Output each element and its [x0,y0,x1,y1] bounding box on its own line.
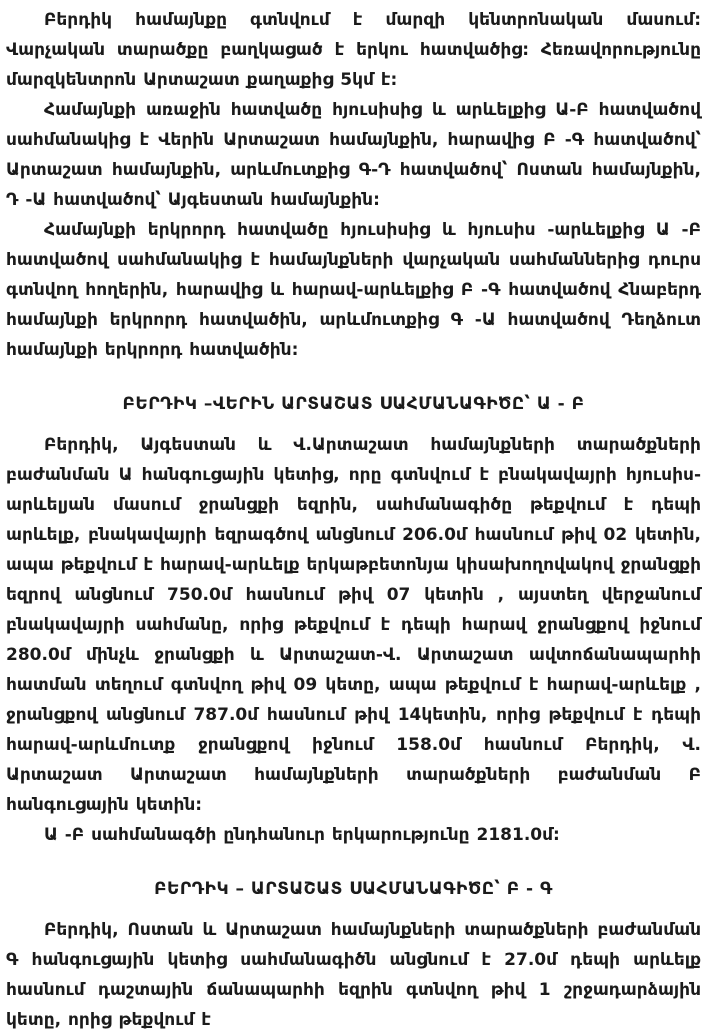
paragraph-ab-boundary-description: Բերդիկ, Այգեստան և Վ.Արտաշատ համայնքների տարածքների բաժանման Ա հանգուցային կետից, որը գտնվում է բնակավայրի հյուսիս-արևելյան մասում ջրանցքի եզրին, սահմանագիծը թեքվում է դեպի արևելք, բնակավայրի եզրագծով անցնում 206.0մ հասնում թիվ 02 կետին, ապա թեքվում է հարավ-արևելք երկաթբետոնյա կիսախողովակով ջրանցքի եզրով անցնում 750.0մ հասնում թիվ 07 կետին , այստեղ վերջանում բնակավայրի սահմանը, որից թեքվում է դեպի հարավ ջրանցքով իջնում 280.0մ մինչև ջրանցքի և Արտաշատ-Վ. Արտաշատ ավտոճանապարհի հատման տեղում գտնվող թիվ 09 կետը, ապա թեքվում է հարավ-արևելք , ջրանցքով անցնում 787.0մ հասնում թիվ 14կետին, որից թեքվում է դեպի հարավ-արևմուտք ջրանցքով իջնում 158.0մ հասնում Բերդիկ, Վ. Արտաշատ Արտաշատ համայնքների տարածքների բաժանման Բ հանգուցային կետին: [6,435,701,815]
heading-berdik-verin-artashat-boundary-ab: ԲԵՐԴԻԿ –ՎԵՐԻՆ ԱՐՏԱՇԱՏ ՍԱՀՄԱՆԱԳԻԾԸ՝ Ա - Բ [122,394,585,414]
heading-berdik-artashat-boundary-bg: ԲԵՐԴԻԿ – ԱՐՏԱՇԱՏ ՍԱՀՄԱՆԱԳԻԾԸ՝ Բ - Գ [154,879,553,899]
paragraph-first-section-borders: Համայնքի առաջին հատվածը հյուսիսից և արևելքից Ա-Բ հատվածով սահմանակից է Վերին Արտաշատ համայնքին, հարավից Բ -Գ հատվածով՝ Արտաշատ համայնքին, արևմուտքից Գ-Դ հատվածով՝ Ոստան համայնքին, Դ -Ա հատվածով՝ Այգեստան համայնքին: [6,100,701,210]
paragraph-second-section-borders: Համայնքի երկրորդ հատվածը հյուսիսից և հյուսիս -արևելքից Ա -Բ հատվածով սահմանակից է համայնքների վարչական սահմաններից դուրս գտնվող հողերին, հարավից և հարավ-արևելքից Բ -Գ հատվածով Հնաբերդ համայնքի երկրորդ հատվածին, արևմուտքից Գ -Ա հատվածով Դեղձուտ համայնքի երկրորդ հատվածին: [6,220,701,360]
paragraph-community-intro: Բերդիկ համայնքը գտնվում է մարզի կենտրոնական մասում: Վարչական տարածքը բաղկացած է երկու հատվածից: Հեռավորությունը մարզկենտրոն Արտաշատ քաղաքից 5կմ է: [6,10,701,90]
paragraph-ab-total-length: Ա -Բ սահմանագծի ընդհանուր երկարությունը 2181.0մ: [44,825,560,845]
paragraph-bg-boundary-description: Բերդիկ, Ոստան և Արտաշատ համայնքների տարածքների բաժանման Գ հանգուցային կետից սահմանագիծն անցնում է 27.0մ դեպի արևելք հասնում դաշտային ճանապարհի եզրին գտնվող թիվ 1 շրջադարձային կետը, որից թեքվում է [6,920,701,1030]
